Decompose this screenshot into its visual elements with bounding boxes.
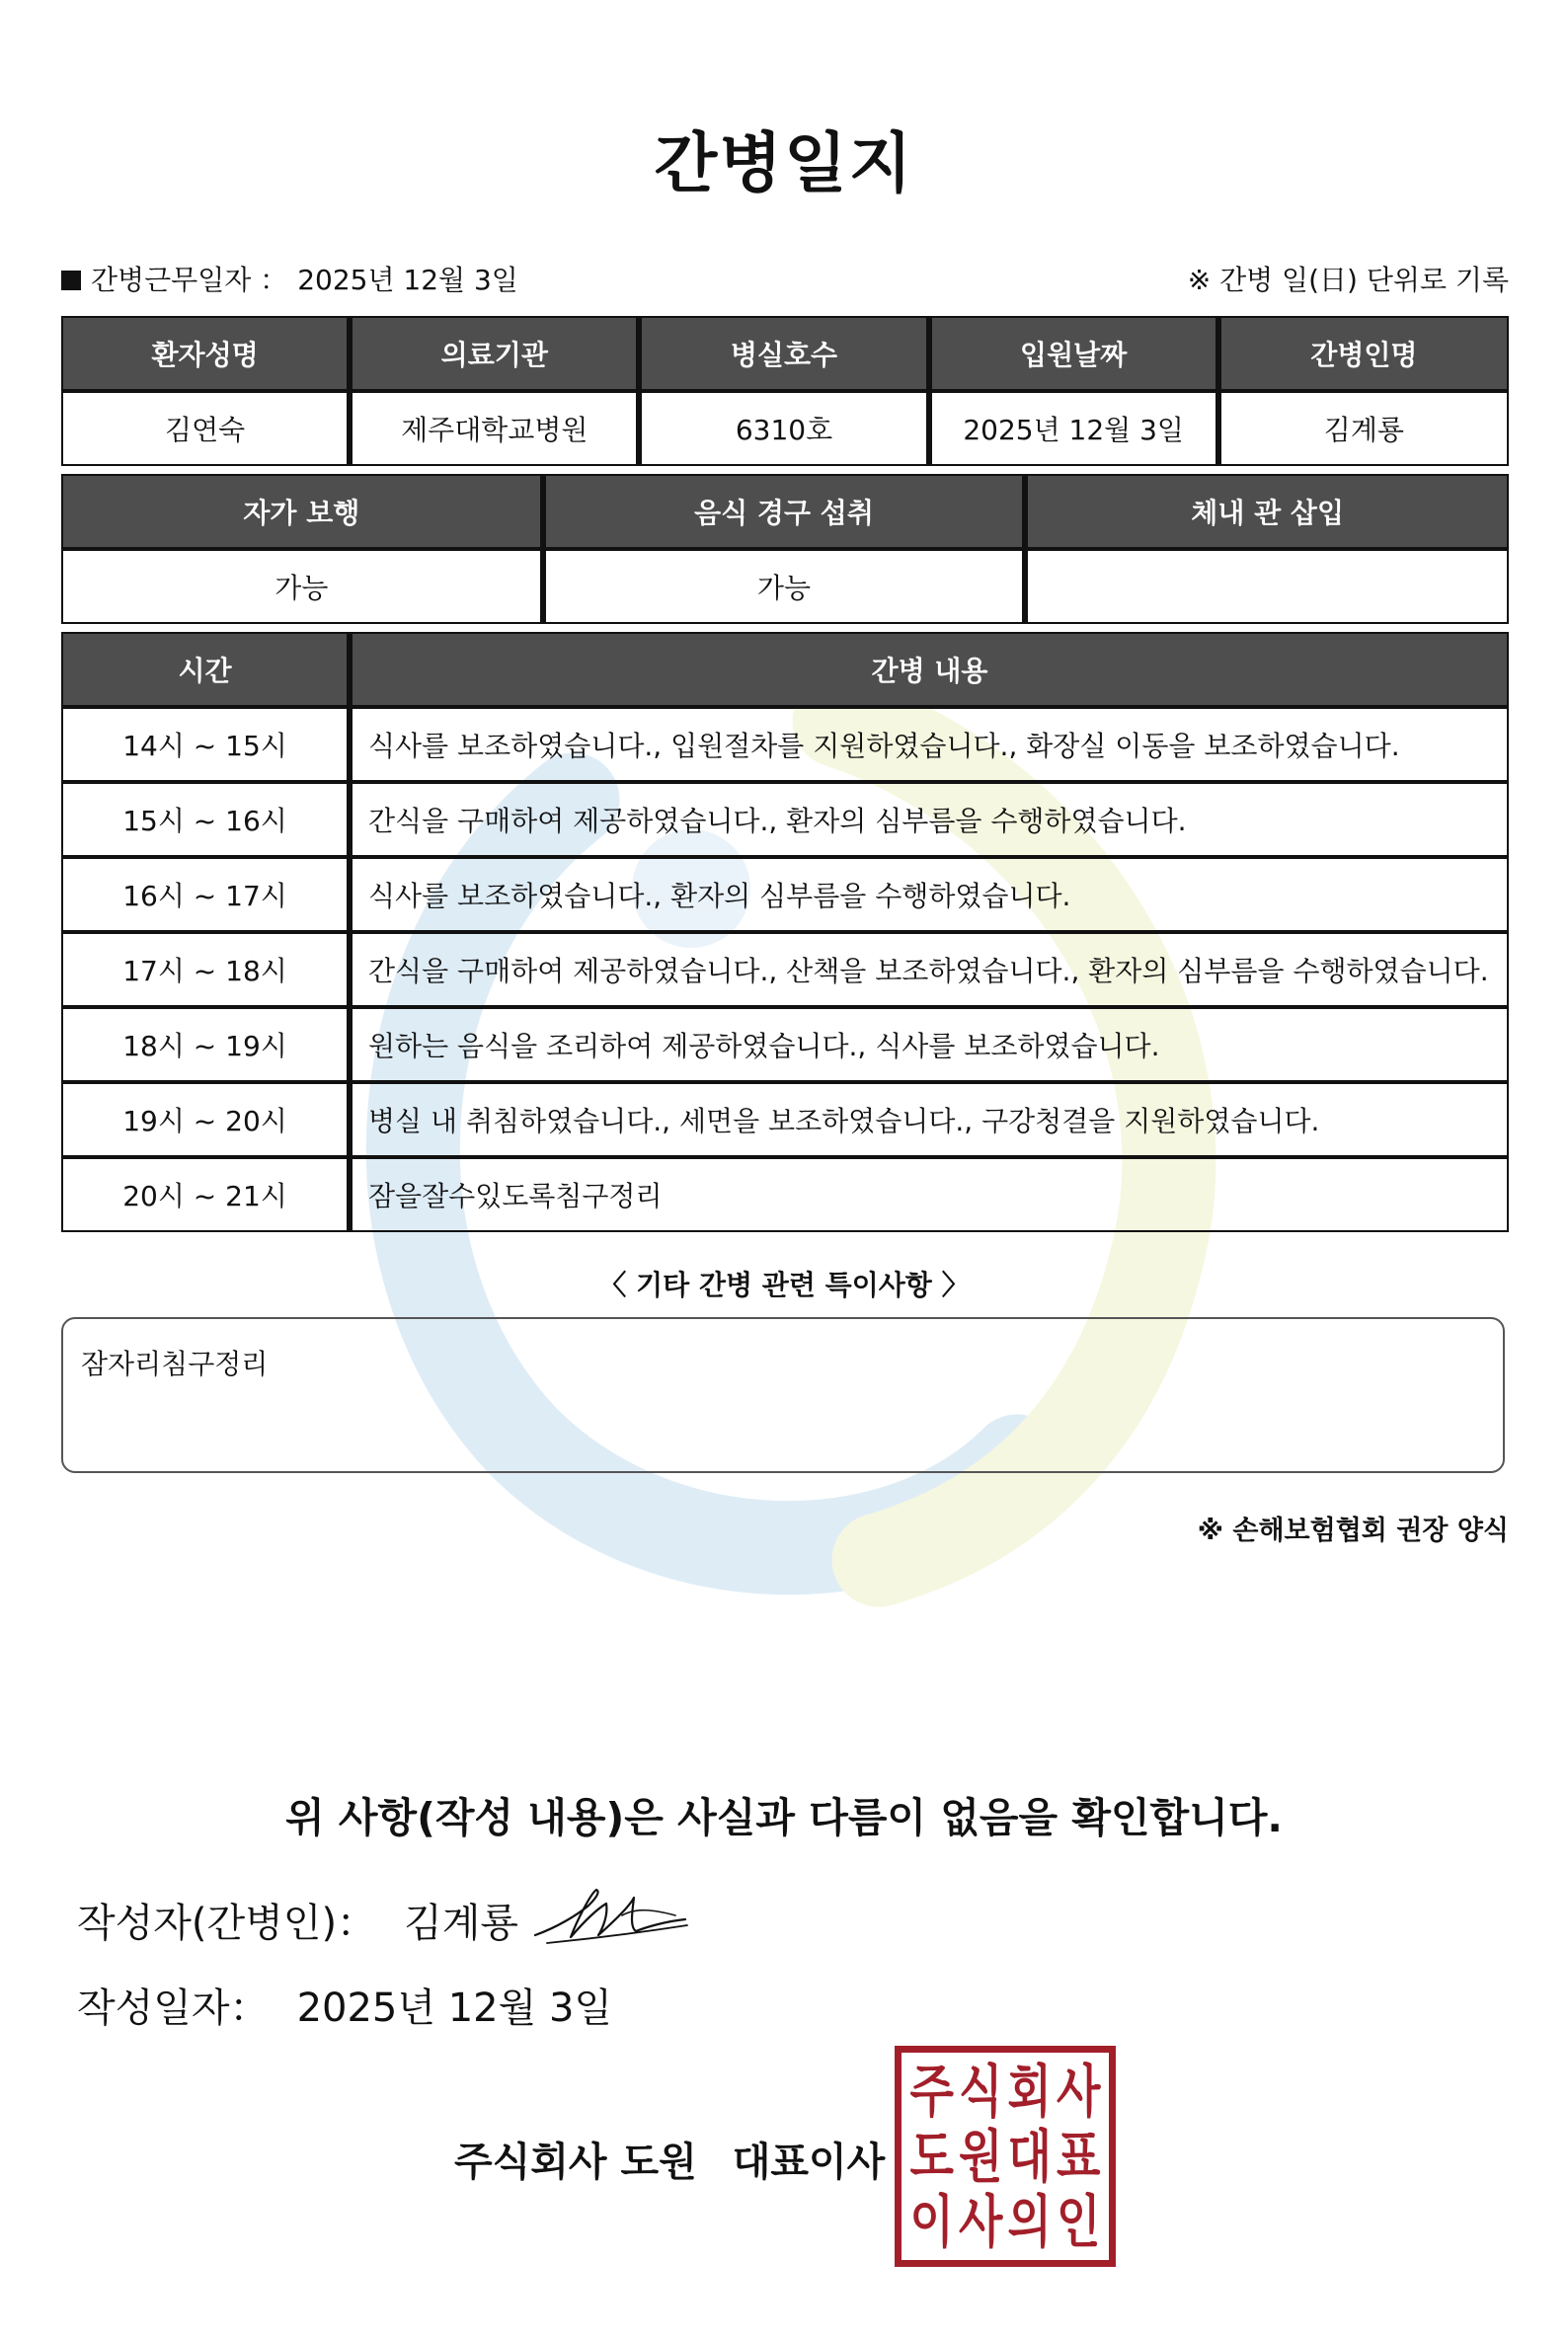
company-name: 주식회사 도원 xyxy=(454,2140,697,2185)
patient-table-row xyxy=(61,391,1509,466)
room-number: 6310호 xyxy=(640,391,929,466)
self-walking: 가능 xyxy=(61,549,544,624)
status-table-row xyxy=(61,549,1509,624)
table-row xyxy=(61,1007,1509,1082)
work-date-label: 간병근무일자 ： xyxy=(91,264,288,296)
log-content: 간식을 구매하여 제공하였습니다., 산책을 보조하였습니다., 환자의 심부름을 수행하였습니다. xyxy=(351,932,1509,1007)
caregiver-name: 김계룡 xyxy=(1219,391,1509,466)
notes-box xyxy=(61,1317,1505,1473)
log-content: 병실 내 취침하였습니다., 세면을 보조하였습니다., 구강청결을 지원하였습니다. xyxy=(351,1082,1509,1157)
patient-table-header xyxy=(61,316,1509,391)
care-log-table xyxy=(61,632,1509,1232)
notes-heading: 〈 기타 간병 관련 특이사항 〉 xyxy=(598,1269,970,1301)
writer-name: 김계룡 xyxy=(404,1901,518,1946)
status-table xyxy=(61,474,1509,624)
table-row xyxy=(61,1082,1509,1157)
header-oral-intake: 음식 경구 섭취 xyxy=(544,474,1027,549)
log-time: 14시 ~ 15시 xyxy=(61,707,351,782)
log-content: 식사를 보조하였습니다., 입원절차를 지원하였습니다., 화장실 이동을 보조하였습니다. xyxy=(351,707,1509,782)
company-seal: 주 식 회 사 도 원 대 표 이 사 의 인 xyxy=(895,2046,1116,2267)
meta-row xyxy=(61,259,1509,298)
header-care-content: 간병 내용 xyxy=(351,632,1509,707)
header-room-number: 병실호수 xyxy=(640,316,929,391)
unit-note: ※ 간병 일(日) 단위로 기록 xyxy=(1187,264,1509,296)
header-admission-date: 입원날짜 xyxy=(930,316,1219,391)
writer-label: 작성자(간병인)： xyxy=(77,1901,377,1946)
log-content: 원하는 음식을 조리하여 제공하였습니다., 식사를 보조하였습니다. xyxy=(351,1007,1509,1082)
care-log-header xyxy=(61,632,1509,707)
log-time: 19시 ~ 20시 xyxy=(61,1082,351,1157)
tube-insertion xyxy=(1026,549,1509,624)
work-date xyxy=(61,259,528,298)
recommend-note: ※ 손해보험협회 권장 양식 xyxy=(1197,1516,1509,1546)
table-row xyxy=(61,932,1509,1007)
header-self-walking: 자가 보행 xyxy=(61,474,544,549)
table-row xyxy=(61,857,1509,932)
document-title: 간병일지 xyxy=(654,125,914,201)
written-date-value: 2025년 12월 3일 xyxy=(296,1986,613,2031)
header-caregiver-name: 간병인명 xyxy=(1219,316,1509,391)
company-line xyxy=(454,2131,885,2187)
log-content: 간식을 구매하여 제공하였습니다., 환자의 심부름을 수행하였습니다. xyxy=(351,782,1509,857)
writer-line xyxy=(77,1892,518,1948)
admission-date: 2025년 12월 3일 xyxy=(930,391,1219,466)
confirmation-text: 위 사항(작성 내용)은 사실과 다름이 없음을 확인합니다. xyxy=(284,1794,1284,1841)
table-row xyxy=(61,707,1509,782)
log-time: 15시 ~ 16시 xyxy=(61,782,351,857)
log-time: 17시 ~ 18시 xyxy=(61,932,351,1007)
patient-name: 김연숙 xyxy=(61,391,351,466)
notes-text: 잠자리침구정리 xyxy=(81,1348,269,1380)
header-hospital: 의료기관 xyxy=(351,316,640,391)
header-time: 시간 xyxy=(61,632,351,707)
written-date-label: 작성일자： xyxy=(77,1986,270,2031)
work-date-value: 2025년 12월 3일 xyxy=(297,264,518,296)
table-row xyxy=(61,1157,1509,1232)
log-content: 잠을잘수있도록침구정리 xyxy=(351,1157,1509,1232)
header-tube-insertion: 체내 관 삽입 xyxy=(1026,474,1509,549)
log-time: 18시 ~ 19시 xyxy=(61,1007,351,1082)
header-patient-name: 환자성명 xyxy=(61,316,351,391)
log-time: 16시 ~ 17시 xyxy=(61,857,351,932)
log-content: 식사를 보조하였습니다., 환자의 심부름을 수행하였습니다. xyxy=(351,857,1509,932)
oral-intake: 가능 xyxy=(544,549,1027,624)
log-time: 20시 ~ 21시 xyxy=(61,1157,351,1232)
status-table-header xyxy=(61,474,1509,549)
table-row xyxy=(61,782,1509,857)
written-date-line xyxy=(77,1977,612,2033)
representative-title: 대표이사 xyxy=(732,2140,886,2185)
signature-icon xyxy=(527,1876,695,1951)
patient-table xyxy=(61,316,1509,466)
hospital: 제주대학교병원 xyxy=(351,391,640,466)
square-bullet-icon xyxy=(61,271,81,290)
